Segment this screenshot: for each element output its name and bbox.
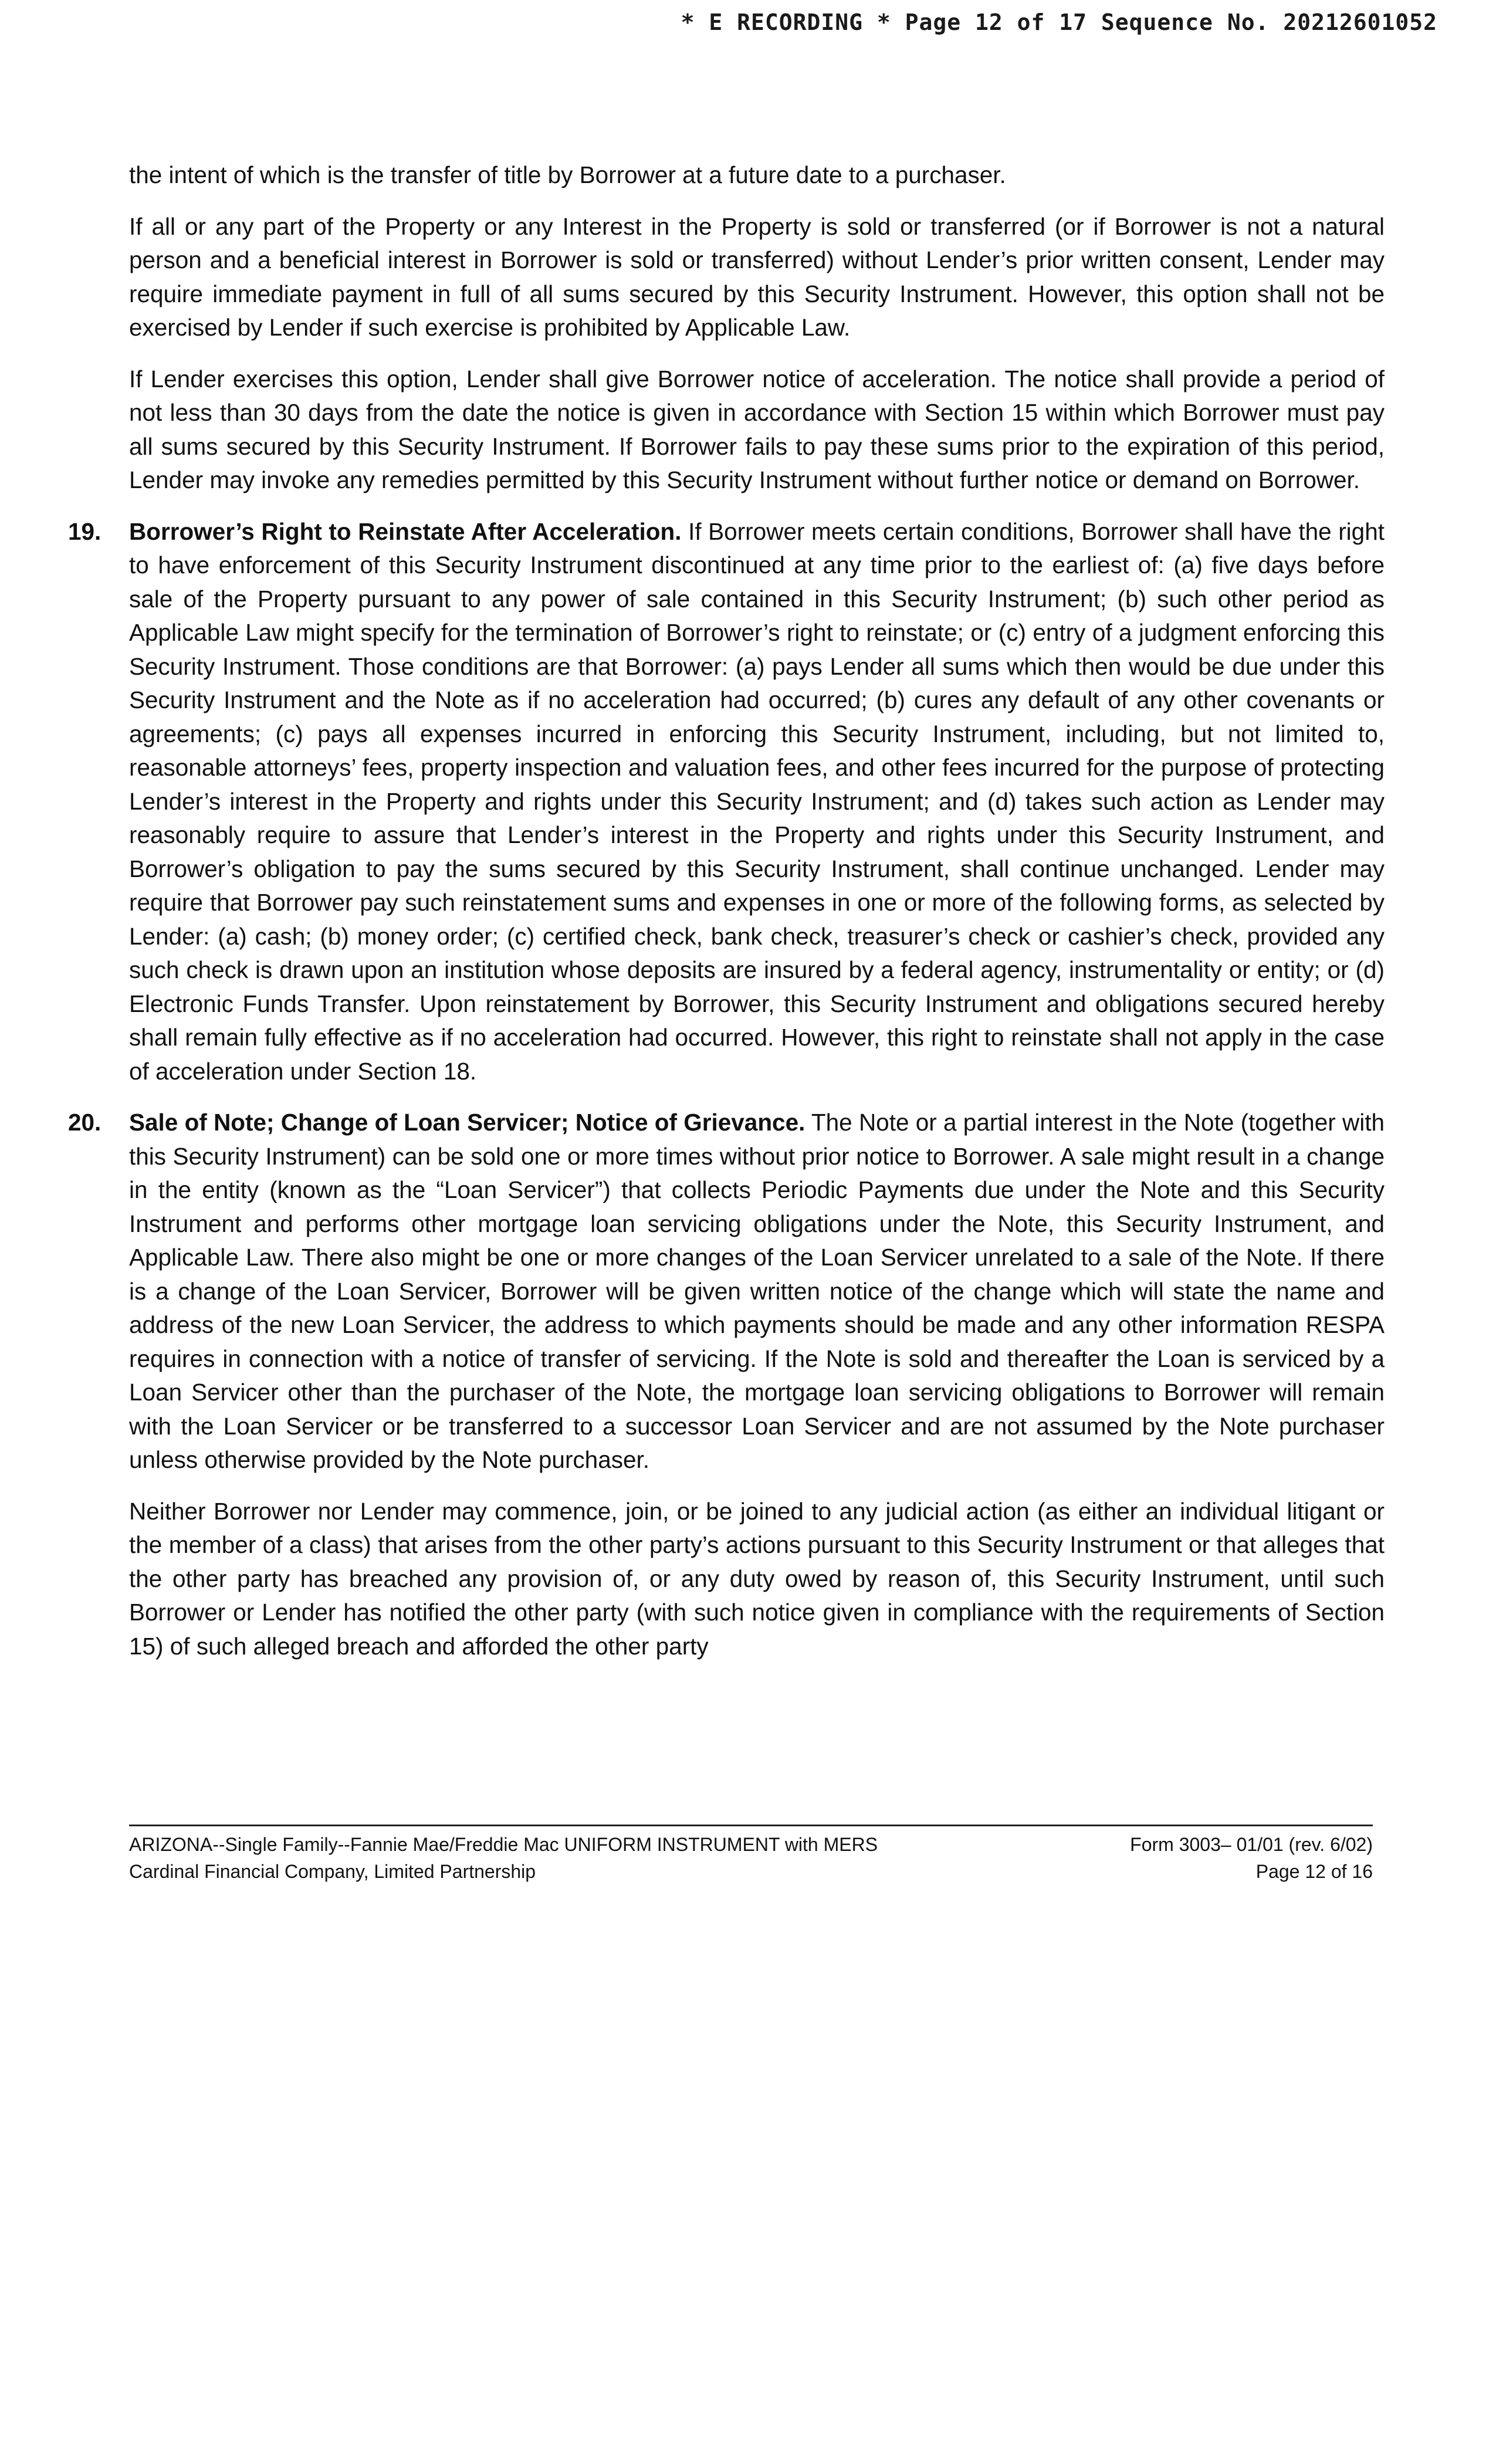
closing-paragraph: Neither Borrower nor Lender may commence, join, or be joined to any judicial action (as either an individual litigant or the member of a class) that arises from the other party’s actions pursuant to this Security Instrument or that alleges that the other party has breached any provision of, or any duty owed by reason of, this Security Instrument, until such Borrower or Lender has notified the other party (with such notice given in compliance with the requirements of Section 15) of such alleged breach and afforded the other party — [129, 1497, 1385, 1660]
document-body — [68, 158, 1385, 1681]
section-20-number: 20. — [68, 1109, 101, 1136]
footer-row-2 — [129, 1858, 1373, 1885]
form-number: Form 3003– 01/01 (rev. 6/02) — [1130, 1834, 1373, 1855]
intro-paragraph-3: If Lender exercises this option, Lender shall give Borrower notice of acceleration. The notice shall provide a period of not less than 30 days from the date the notice is given in accordance with Section 15 within which Borrower must pay all sums secured by this Security Instrument. If Borrower fails to pay these sums prior to the expiration of this period, Lender may invoke any remedies permitted by this Security Instrument without further notice or demand on Borrower. — [129, 365, 1385, 493]
section-19-text: If Borrower meets certain conditions, Borrower shall have the right to have enforcement of this Security Instrument discontinued at any time prior to the earliest of: (a) five days before sale of the Property pursuant to any power of sale contained in this Security Instrument; (b) such other period as Applicable Law might specify for the termination of Borrower’s right to reinstate; or (c) entry of a judgment enforcing this Security Instrument. Those conditions are that Borrower: (a) pays Lender all sums which then would be due under this Security Instrument and the Note as if no acceleration had occurred; (b) cures any default of any other covenants or agreements; (c) pays all expenses incurred in enforcing this Security Instrument, including, but not limited to, reasonable attorneys’ fees, property inspection and valuation fees, and other fees incurred for the purpose of protecting Lender’s interest in the Property and rights under this Security Instrument; and (d) takes such action as Lender may reasonably require to assure that Lender’s interest in the Property and rights under this Security Instrument, and Borrower’s obligation to pay the sums secured by this Security Instrument, shall continue unchanged. Lender may require that Borrower pay such reinstatement sums and expenses in one or more of the following forms, as selected by Lender: (a) cash; (b) money order; (c) certified check, bank check, treasurer’s check or cashier’s check, provided any such check is drawn upon an institution whose deposits are insured by a federal agency, instrumentality or entity; or (d) Electronic Funds Transfer. Upon reinstatement by Borrower, this Security Instrument and obligations secured hereby shall remain fully effective as if no acceleration had occurred. However, this right to reinstate shall not apply in the case of acceleration under Section 18. — [129, 517, 1385, 1085]
section-19-number: 19. — [68, 517, 101, 545]
section-20-title: Sale of Note; Change of Loan Servicer; Notice of Grievance. — [129, 1109, 805, 1136]
section-19-title: Borrower’s Right to Reinstate After Acceleration. — [129, 517, 682, 545]
section-20-text: The Note or a partial interest in the Note (together with this Security Instrument) can be sold one or more times without prior notice to Borrower. A sale might result in a change in the entity (known as the “Loan Servicer”) that collects Periodic Payments due under the Note and this Security Instrument and performs other mortgage loan servicing obligations under the Note, this Security Instrument, and Applicable Law. There also might be one or more changes of the Loan Servicer unrelated to a sale of the Note. If there is a change of the Loan Servicer, Borrower will be given written notice of the change which will state the name and address of the new Loan Servicer, the address to which payments should be made and any other information RESPA requires in connection with a notice of transfer of servicing. If the Note is sold and thereafter the Loan is serviced by a Loan Servicer other than the purchaser of the Note, the mortgage loan servicing obligations to Borrower will remain with the Loan Servicer or be transferred to a successor Loan Servicer and are not assumed by the Note purchaser unless otherwise provided by the Note purchaser. — [129, 1109, 1385, 1473]
page-number: Page 12 of 16 — [1255, 1861, 1373, 1882]
recording-header: * E RECORDING * Page 12 of 17 Sequence No. 20212601052 — [681, 9, 1437, 35]
company-name: Cardinal Financial Company, Limited Partnership — [129, 1861, 536, 1882]
form-description: ARIZONA--Single Family--Fannie Mae/Freddie Mac UNIFORM INSTRUMENT with MERS — [129, 1834, 878, 1855]
footer-row-1 — [129, 1831, 1373, 1858]
intro-paragraph-1: the intent of which is the transfer of title by Borrower at a future date to a purchaser. — [129, 161, 1006, 188]
page-footer — [129, 1825, 1373, 1885]
section-19 — [68, 515, 1385, 1089]
intro-paragraph-2: If all or any part of the Property or any Interest in the Property is sold or transferred (or if Borrower is not a natural person and a beneficial interest in Borrower is sold or transferred) without Lender’s prior written consent, Lender may require immediate payment in full of all sums secured by this Security Instrument. However, this option shall not be exercised by Lender if such exercise is prohibited by Applicable Law. — [129, 212, 1385, 341]
section-20 — [68, 1106, 1385, 1477]
